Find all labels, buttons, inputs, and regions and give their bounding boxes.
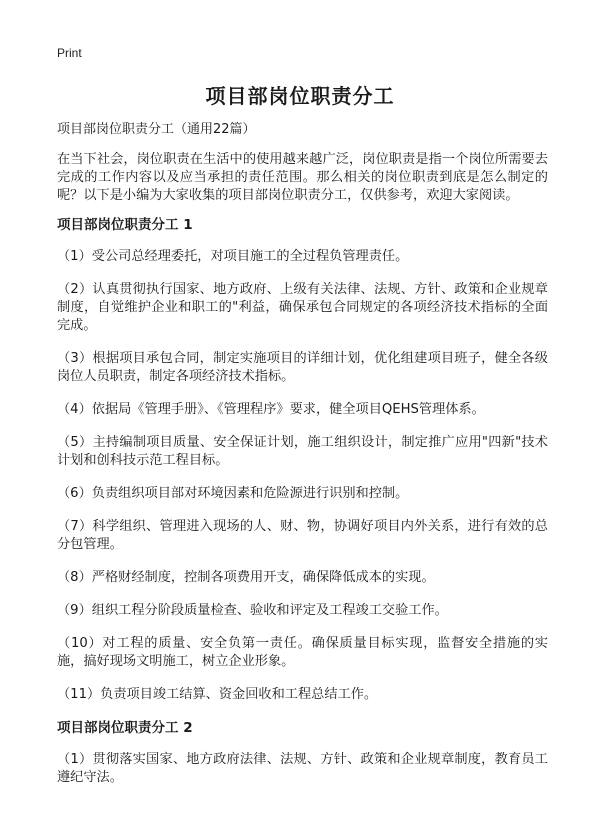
section-heading: 项目部岗位职责分工 2 <box>57 720 193 736</box>
list-item: （4）依据局《管理手册》、《管理程序》要求，健全项目QEHS管理体系。 <box>57 402 485 417</box>
list-item: （10）对工程的质量、安全负第一责任。确保质量目标实现，监督安全措施的实施，搞好现场文明施工，树立企业形象。 <box>57 636 548 669</box>
list-item: （8）严格财经制度，控制各项费用开支，确保降低成本的实现。 <box>57 570 435 585</box>
list-item: （1）受公司总经理委托，对项目施工的全过程负管理责任。 <box>57 249 409 264</box>
list-item: （11）负责项目竣工结算、资金回收和工程总结工作。 <box>57 687 378 702</box>
print-link[interactable]: Print <box>57 46 82 60</box>
section-heading: 项目部岗位职责分工 1 <box>57 217 193 233</box>
list-item: （1）贯彻落实国家、地方政府法律、法规、方针、政策和企业规章制度，教育员工遵纪守法。 <box>57 752 548 785</box>
list-item: （6）负责组织项目部对环境因素和危险源进行识别和控制。 <box>57 486 409 501</box>
list-item: （2）认真贯彻执行国家、地方政府、上级有关法律、法规、方针、政策和企业规章制度，自觉维护企业和职工的"利益，确保承包合同规定的各项经济技术指标的全面完成。 <box>57 282 548 333</box>
list-item: （9）组织工程分阶段质量检查、验收和评定及工程竣工交验工作。 <box>57 603 448 618</box>
list-item: （7）科学组织、管理进入现场的人、财、物，协调好项目内外关系，进行有效的总分包管理。 <box>57 519 548 552</box>
list-item: （5）主持编制项目质量、安全保证计划，施工组织设计，制定推广应用"四新"技术计划和创科技示范工程目标。 <box>57 435 548 468</box>
document-body <box>57 121 548 802</box>
document-subtitle: 项目部岗位职责分工（通用22篇） <box>57 122 256 137</box>
intro-paragraph: 在当下社会，岗位职责在生活中的使用越来越广泛，岗位职责是指一个岗位所需要去完成的工作内容以及应当承担的责任范围。那么相关的岗位职责到底是怎么制定的呢？以下是小编为大家收集的项目部岗位职责分工，仅供参考，欢迎大家阅读。 <box>57 152 548 203</box>
list-item: （3）根据项目承包合同，制定实施项目的详细计划，优化组建项目班子，健全各级岗位人员职责，制定各项经济技术指标。 <box>57 351 548 384</box>
page-title: 项目部岗位职责分工 <box>205 84 395 108</box>
